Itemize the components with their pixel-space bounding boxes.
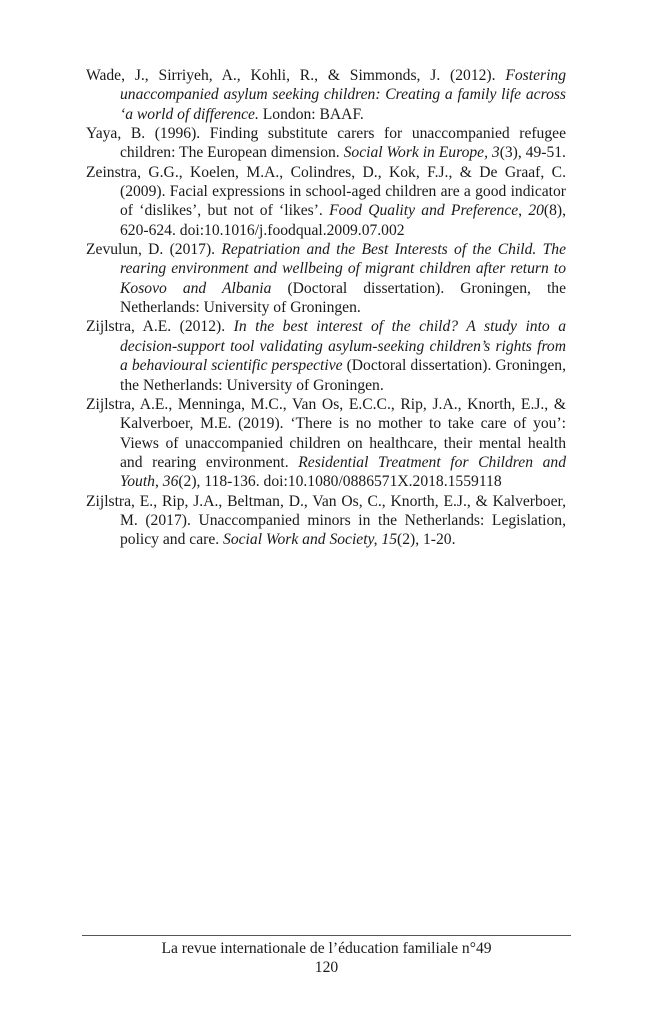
reference-list: [86, 66, 566, 550]
reference-entry: [86, 240, 566, 317]
reference-text: Zijlstra, E., Rip, J.A., Beltman, D., Van Os, C., Knorth, E.J., & Kalverboer, M. (2017). Unaccompanied minors in the Netherlands: Legislation, policy and care.: [86, 492, 566, 549]
reference-italic-text: Social Work and Society, 15: [223, 531, 398, 549]
reference-entry: [86, 163, 566, 240]
reference-text: Wade, J., Sirriyeh, A., Kohli, R., & Simmonds, J. (2012).: [86, 67, 506, 84]
reference-text: ,: [518, 202, 529, 220]
reference-text: Yaya, B. (1996). Finding substitute carers for unaccompanied refugee children: The European dimension.: [86, 125, 566, 162]
reference-text: London: BAAF.: [258, 105, 364, 123]
reference-italic-text: Food Quality and Preference: [329, 202, 519, 220]
page-number: 120: [314, 959, 339, 976]
reference-italic-text: In the best interest of the child? A study into a decision-support tool validating asylum-seeking children’s rights from a behavioural scientific perspective: [120, 318, 567, 375]
reference-italic-text: 20: [528, 202, 544, 220]
reference-entry: [86, 395, 566, 492]
reference-entry: [86, 317, 566, 394]
reference-text: (3), 49-51.: [499, 144, 566, 162]
reference-text: Zijlstra, A.E. (2012).: [86, 318, 234, 336]
reference-text: (8), 620-624. doi:10.1016/j.foodqual.2009.07.002: [120, 202, 566, 239]
reference-text: Zeinstra, G.G., Koelen, M.A., Colindres, D., Kok, F.J., & De Graaf, C. (2009). Facial expressions in school-aged children are a good indicator of ‘dislikes’, but not of ‘likes’.: [86, 163, 566, 220]
footer-journal-title: La revue internationale de l’éducation familiale n°49: [161, 940, 492, 957]
reference-text: (2), 118-136. doi:10.1080/0886571X.2018.1559118: [178, 473, 502, 491]
reference-italic-text: 36: [162, 473, 179, 491]
reference-entry: [86, 492, 566, 550]
reference-text: ,: [154, 473, 163, 491]
footer-divider: [82, 935, 571, 936]
reference-italic-text: Social Work in Europe, 3: [343, 144, 500, 162]
reference-italic-text: Residential Treatment for Children and Youth: [120, 453, 567, 491]
reference-text: (2), 1-20.: [397, 531, 456, 549]
reference-entry: [86, 66, 566, 124]
reference-text: (Doctoral dissertation). Groningen, the Netherlands: University of Groningen.: [120, 357, 566, 394]
reference-text: (Doctoral dissertation). Groningen, the Netherlands: University of Groningen.: [120, 279, 566, 317]
reference-text: Zijlstra, A.E., Menninga, M.C., Van Os, E.C.C., Rip, J.A., Knorth, E.J., & Kalverboer, M.E. (2019). ‘There is no mother to take care of you’: Views of unaccompanied children on healthcare, their mental health and rearing environment.: [86, 395, 566, 471]
reference-italic-text: Repatriation and the Best Interests of the Child. The rearing environment and wellbeing of migrant children after return to Kosovo and Albania: [120, 241, 566, 297]
reference-italic-text: Fostering unaccompanied asylum seeking children: Creating a family life across ‘a world of difference.: [120, 67, 566, 123]
reference-text: Zevulun, D. (2017).: [86, 241, 222, 259]
reference-entry: [86, 124, 566, 163]
